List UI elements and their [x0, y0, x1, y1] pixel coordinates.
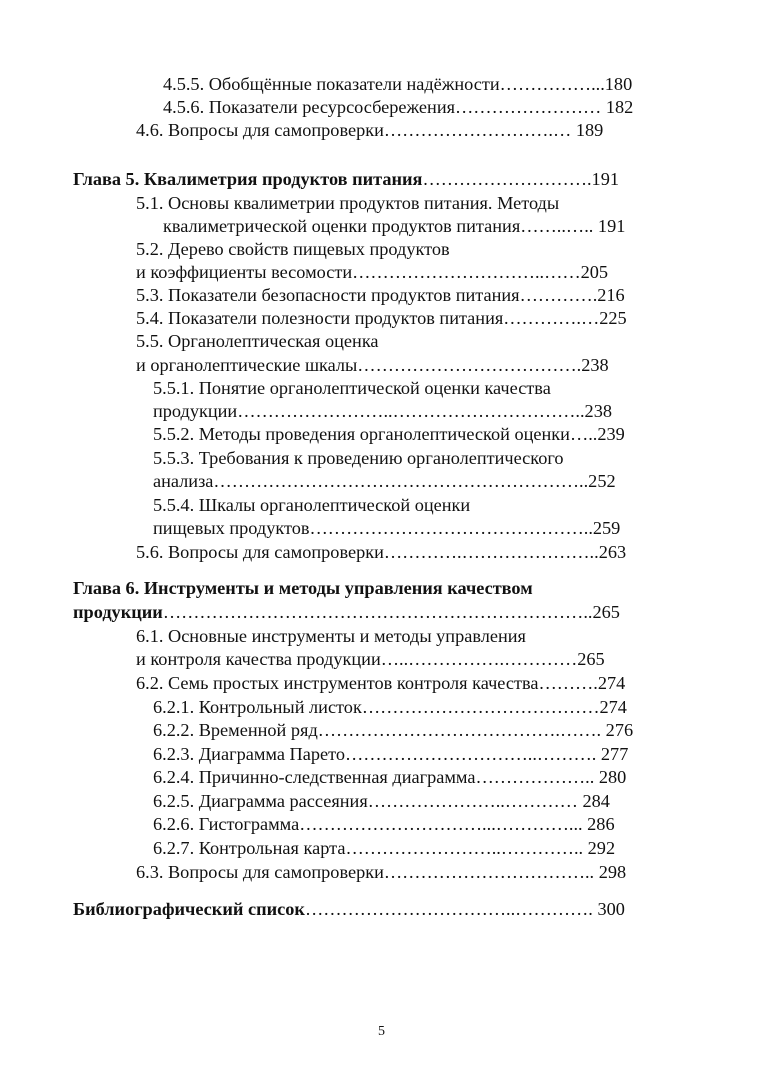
toc-entry: 5.4. Показатели полезности продуктов питания………….…225 — [136, 308, 627, 328]
page-number: 5 — [378, 1024, 385, 1039]
chapter-title: продукции — [73, 602, 163, 622]
toc-entry: и контроля качества продукции…..…………….…………265 — [136, 649, 605, 669]
toc-chapter-heading-continuation — [73, 601, 620, 624]
toc-entry: 6.1. Основные инструменты и методы управления — [136, 626, 526, 646]
toc-entry: анализа……………………………………………………..252 — [153, 471, 616, 491]
toc-entry: 5.3. Показатели безопасности продуктов питания………….216 — [136, 285, 625, 305]
toc-entry: 5.5.4. Шкалы органолептической оценки — [153, 495, 471, 515]
toc-entry: пищевых продуктов………………………………………..259 — [153, 518, 621, 538]
toc-entry: квалиметрической оценки продуктов питания……..….. 191 — [163, 216, 626, 236]
chapter-leader: ……………………………………………………………..265 — [162, 602, 620, 622]
chapter-leader: ……………………….191 — [422, 169, 619, 189]
toc-entry: 5.5.3. Требования к проведению органолептического — [153, 448, 564, 468]
toc-entry: 6.2.4. Причинно-следственная диаграмма……………….. 280 — [153, 767, 627, 787]
toc-entry: 5.6. Вопросы для самопроверки………….…………………..263 — [136, 542, 627, 562]
toc-entry: 5.2. Дерево свойств пищевых продуктов — [136, 239, 450, 259]
toc-entry: 6.2. Семь простых инструментов контроля качества……….274 — [136, 673, 626, 693]
toc-bibliography-entry — [73, 898, 625, 921]
toc-entry: 6.2.3. Диаграмма Парето…………………………..………. 277 — [153, 744, 629, 764]
toc-entry: 4.5.6. Показатели ресурсосбережения…………………… 182 — [163, 97, 634, 117]
toc-entry: 5.5.2. Методы проведения органолептической оценки…..239 — [153, 424, 625, 444]
toc-entry: 4.5.5. Обобщённые показатели надёжности……………...180 — [163, 74, 633, 94]
bibliography-title: Библиографический список — [73, 899, 305, 919]
toc-entry: продукции……………………..…………………………..238 — [153, 401, 612, 421]
toc-entry: 6.3. Вопросы для самопроверки…………………………….. 298 — [136, 862, 627, 882]
toc-entry: 5.5.1. Понятие органолептической оценки качества — [153, 378, 551, 398]
toc-entry: 4.6. Вопросы для самопроверки……………………….… 189 — [136, 120, 604, 140]
toc-entry: 6.2.5. Диаграмма рассеяния…………………..………… 284 — [153, 791, 610, 811]
toc-chapter-heading — [73, 168, 619, 191]
chapter-title: Глава 5. Квалиметрия продуктов питания — [73, 169, 423, 189]
bibliography-leader: ……………………………..…………. 300 — [304, 899, 625, 919]
toc-chapter-heading: Глава 6. Инструменты и методы управления качеством — [73, 578, 533, 598]
toc-entry: 6.2.1. Контрольный листок…………………………………274 — [153, 697, 627, 717]
toc-entry: 6.2.2. Временной ряд………………………………….……. 276 — [153, 720, 634, 740]
toc-entry: и органолептические шкалы……………………………….238 — [136, 355, 609, 375]
toc-entry: 5.1. Основы квалиметрии продуктов питания. Методы — [136, 193, 560, 213]
toc-entry: 6.2.7. Контрольная карта……………………..………….. 292 — [153, 838, 616, 858]
toc-entry: и коэффициенты весомости…………………………..……205 — [136, 262, 609, 282]
toc-entry: 5.5. Органолептическая оценка — [136, 331, 379, 351]
toc-entry: 6.2.6. Гистограмма…………………………...…………... 286 — [153, 814, 615, 834]
